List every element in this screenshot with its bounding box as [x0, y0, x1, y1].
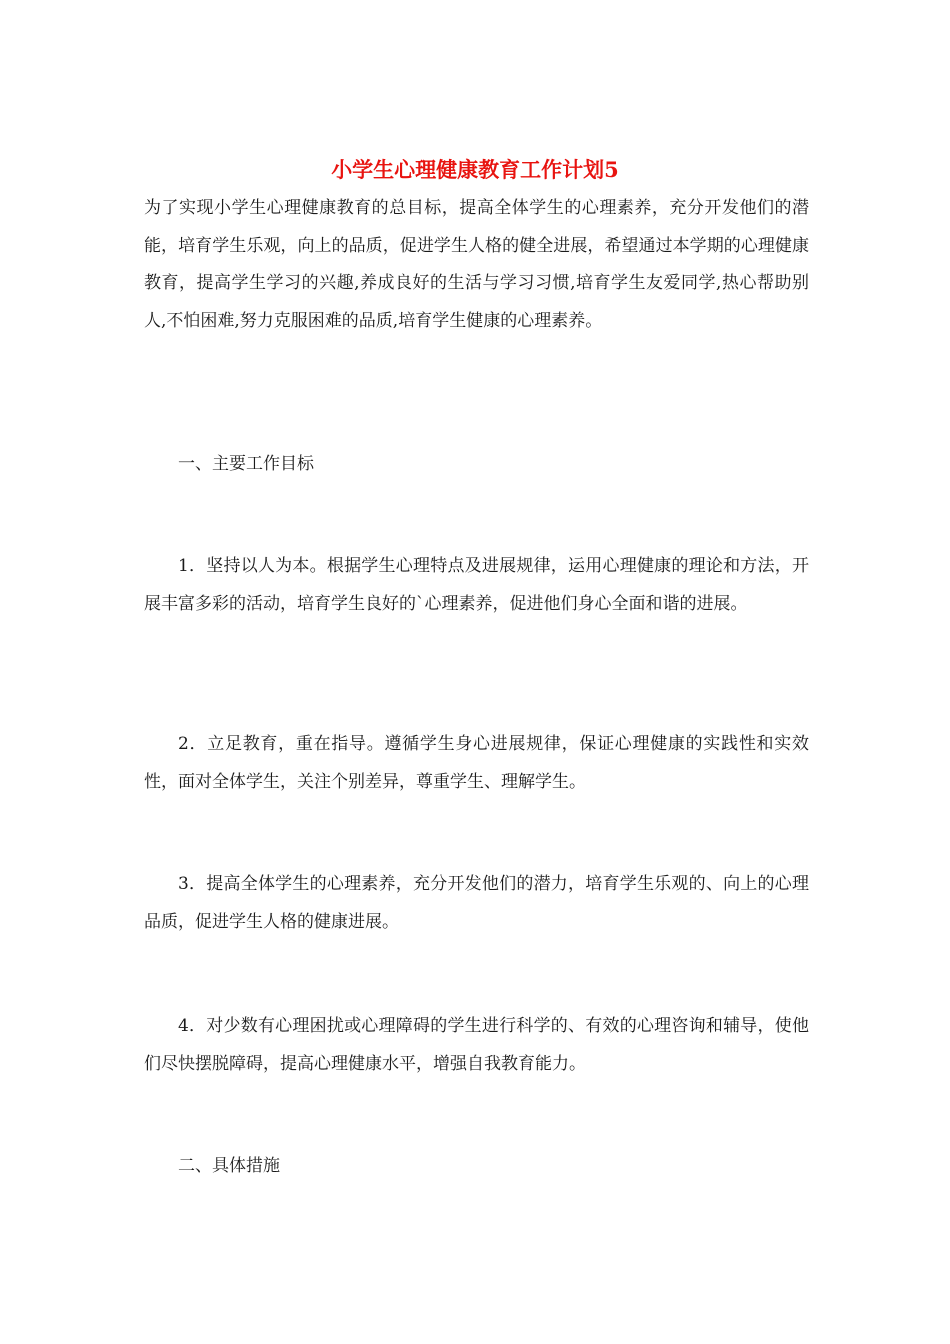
- section-heading-measures: 二、具体措施: [178, 1156, 280, 1176]
- goal-item-3: 3．提高全体学生的心理素养，充分开发他们的潜力，培育学生乐观的、向上的心理品质，促进学生人格的健康进展。: [144, 874, 809, 932]
- document-title: 小学生心理健康教育工作计划5: [331, 157, 619, 182]
- intro-paragraph: 为了实现小学生心理健康教育的总目标，提高全体学生的心理素养，充分开发他们的潜能，培育学生乐观，向上的品质，促进学生人格的健全进展，希望通过本学期的心理健康教育，提高学生学习的兴趣,养成良好的生活与学习习惯,培育学生友爱同学,热心帮助别人,不怕困难,努力克服困难的品质,培育学生健康的心理素养。: [144, 198, 809, 331]
- goal-item-4: 4．对少数有心理困扰或心理障碍的学生进行科学的、有效的心理咨询和辅导，使他们尽快摆脱障碍，提高心理健康水平，增强自我教育能力。: [144, 1016, 809, 1074]
- goal-item-2: 2．立足教育，重在指导。遵循学生身心进展规律，保证心理健康的实践性和实效性，面对全体学生，关注个别差异，尊重学生、理解学生。: [144, 734, 809, 792]
- goal-item-1: 1．坚持以人为本。根据学生心理特点及进展规律，运用心理健康的理论和方法，开展丰富多彩的活动，培育学生良好的`心理素养，促进他们身心全面和谐的进展。: [144, 556, 809, 614]
- section-heading-goals: 一、主要工作目标: [178, 454, 314, 474]
